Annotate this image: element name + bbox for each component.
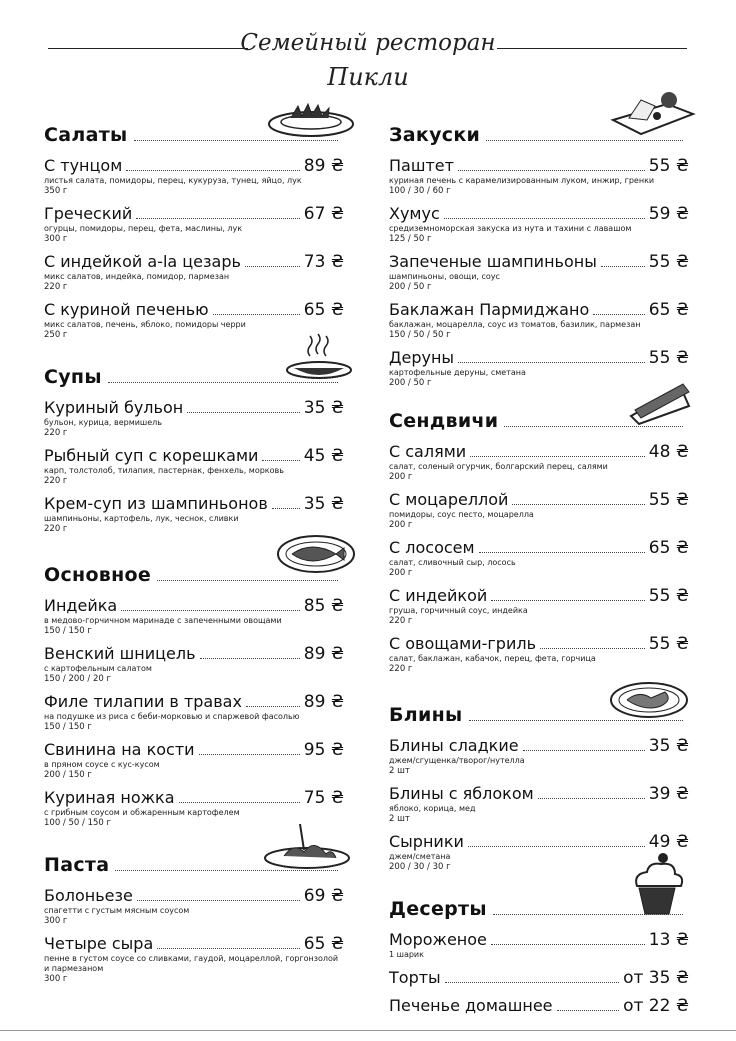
dish-description: с картофельным салатом bbox=[44, 664, 152, 673]
dish-price: от 35 ₴ bbox=[623, 968, 689, 988]
dish-name: Куриная ножка bbox=[44, 788, 175, 807]
dish-weight: 100 / 30 / 60 г bbox=[389, 186, 451, 196]
dot-leader bbox=[491, 600, 645, 601]
dish-weight: 200 / 30 / 30 г bbox=[389, 862, 451, 872]
dish-weight: 220 г bbox=[44, 524, 68, 534]
menu-item-line bbox=[44, 596, 344, 616]
dish-name: Печенье домашнее bbox=[389, 996, 553, 1015]
dish-price: 49 ₴ bbox=[648, 832, 689, 852]
menu-item-line bbox=[389, 538, 689, 558]
menu-item-line bbox=[389, 736, 689, 756]
dish-weight: 150 / 50 / 50 г bbox=[389, 330, 451, 340]
dish-description: спагетти с густым мясным соусом bbox=[44, 906, 190, 915]
dish-price: 73 ₴ bbox=[303, 252, 344, 272]
menu-item-line bbox=[389, 832, 689, 852]
fish-plate-icon bbox=[276, 530, 356, 578]
dish-price: 59 ₴ bbox=[648, 204, 689, 224]
dish-weight: 300 г bbox=[44, 916, 68, 926]
menu-item bbox=[44, 204, 344, 244]
dot-leader bbox=[187, 412, 300, 413]
dish-price: 35 ₴ bbox=[303, 398, 344, 418]
section-title: Основное bbox=[44, 564, 152, 586]
menu-item-line bbox=[44, 446, 344, 466]
dish-name: С салями bbox=[389, 442, 467, 461]
menu-item bbox=[44, 740, 344, 780]
dish-weight: 350 г bbox=[44, 186, 68, 196]
dot-leader bbox=[601, 266, 645, 267]
menu-section bbox=[44, 112, 344, 340]
menu-item-line bbox=[389, 634, 689, 654]
dish-description: джем/сметана bbox=[389, 852, 451, 861]
dish-name: Деруны bbox=[389, 348, 455, 367]
dish-description: с грибным соусом и обжаренным картофелем bbox=[44, 808, 240, 817]
dish-description: карп, толстолоб, тилапия, пастернак, фенхель, морковь bbox=[44, 466, 284, 475]
menu-section bbox=[389, 886, 689, 1016]
dish-name: Греческий bbox=[44, 204, 133, 223]
dish-price: 67 ₴ bbox=[303, 204, 344, 224]
menu-item-line bbox=[389, 784, 689, 804]
menu-item-line bbox=[389, 300, 689, 320]
dish-name: Мороженое bbox=[389, 930, 487, 949]
dish-weight: 220 г bbox=[44, 428, 68, 438]
dish-price: 65 ₴ bbox=[303, 300, 344, 320]
menu-item-line bbox=[389, 348, 689, 368]
dish-price: 45 ₴ bbox=[303, 446, 344, 466]
dish-price: 39 ₴ bbox=[648, 784, 689, 804]
menu-item bbox=[44, 886, 344, 926]
menu-column-right bbox=[389, 112, 689, 1016]
menu-item bbox=[389, 586, 689, 626]
cupcake-icon bbox=[629, 850, 685, 922]
section-header bbox=[44, 552, 344, 586]
menu-item bbox=[44, 398, 344, 438]
dot-leader bbox=[136, 218, 299, 219]
section-header bbox=[389, 692, 689, 726]
section-title: Паста bbox=[44, 854, 110, 876]
menu-section bbox=[44, 552, 344, 828]
dot-leader bbox=[121, 610, 300, 611]
dish-name: Хумус bbox=[389, 204, 440, 223]
dish-description: шампиньоны, овощи, соус bbox=[389, 272, 500, 281]
dish-description: салат, сливочный сыр, лосось bbox=[389, 558, 516, 567]
restaurant-type: Семейный ресторан bbox=[240, 30, 496, 56]
dish-price: 13 ₴ bbox=[648, 930, 689, 950]
menu-item-line bbox=[389, 930, 689, 950]
dish-weight: 150 / 150 г bbox=[44, 626, 92, 636]
menu-item-line bbox=[389, 156, 689, 176]
soup-bowl-icon bbox=[284, 332, 354, 386]
dish-description: джем/сгущенка/творог/нутелла bbox=[389, 756, 525, 765]
dish-description: груша, горчичный соус, индейка bbox=[389, 606, 528, 615]
dish-weight: 2 шт bbox=[389, 766, 410, 776]
dot-leader bbox=[126, 170, 300, 171]
menu-item bbox=[44, 494, 344, 534]
dish-name: Четыре сыра bbox=[44, 934, 154, 953]
menu-section bbox=[389, 112, 689, 388]
dish-price: 48 ₴ bbox=[648, 442, 689, 462]
dot-leader bbox=[262, 460, 299, 461]
section-title: Закуски bbox=[389, 124, 481, 146]
menu-item bbox=[44, 596, 344, 636]
dish-weight: 220 г bbox=[389, 664, 413, 674]
dish-weight: 150 / 150 г bbox=[44, 722, 92, 732]
dish-description: шампиньоны, картофель, лук, чеснок, сливки bbox=[44, 514, 239, 523]
dish-weight: 220 г bbox=[44, 282, 68, 292]
dish-name: Крем-суп из шампиньонов bbox=[44, 494, 268, 513]
dot-leader bbox=[458, 362, 645, 363]
menu-item bbox=[389, 784, 689, 824]
menu-item-line bbox=[44, 494, 344, 514]
pasta-plate-icon bbox=[262, 822, 352, 874]
dot-leader bbox=[246, 706, 300, 707]
dot-leader bbox=[557, 1010, 620, 1011]
dish-name: С индейкой bbox=[389, 586, 488, 605]
dish-name: С тунцом bbox=[44, 156, 123, 175]
dish-name: Блины сладкие bbox=[389, 736, 519, 755]
dish-weight: 100 / 50 / 150 г bbox=[44, 818, 111, 828]
dish-name: Куриный бульон bbox=[44, 398, 184, 417]
dot-leader bbox=[468, 846, 645, 847]
menu-item-line bbox=[44, 252, 344, 272]
section-header bbox=[44, 112, 344, 146]
menu-item bbox=[389, 996, 689, 1016]
dot-leader bbox=[593, 314, 645, 315]
dish-name: Паштет bbox=[389, 156, 454, 175]
menu-item bbox=[44, 446, 344, 486]
section-title: Блины bbox=[389, 704, 463, 726]
dot-leader bbox=[538, 798, 645, 799]
dish-name: Свинина на кости bbox=[44, 740, 195, 759]
snack-board-icon bbox=[607, 90, 697, 144]
dish-weight: 250 г bbox=[44, 330, 68, 340]
dish-price: 89 ₴ bbox=[303, 156, 344, 176]
menu-item bbox=[389, 442, 689, 482]
menu-item bbox=[389, 204, 689, 244]
dish-weight: 200 г bbox=[389, 520, 413, 530]
dish-price: 89 ₴ bbox=[303, 644, 344, 664]
dot-leader bbox=[470, 456, 645, 457]
dot-leader bbox=[523, 750, 645, 751]
menu-item-line bbox=[44, 692, 344, 712]
section-title: Сендвичи bbox=[389, 410, 499, 432]
dish-weight: 200 г bbox=[389, 568, 413, 578]
dish-description: на подушке из риса с беби-морковью и спаржевой фасолью bbox=[44, 712, 300, 721]
menu-item-line bbox=[44, 934, 344, 954]
menu-item-line bbox=[44, 204, 344, 224]
section-title: Супы bbox=[44, 366, 102, 388]
dish-description: микс салатов, печень, яблоко, помидоры черри bbox=[44, 320, 246, 329]
dish-name: Болоньезе bbox=[44, 886, 133, 905]
menu-item bbox=[389, 538, 689, 578]
dish-price: 65 ₴ bbox=[648, 538, 689, 558]
menu-item-line bbox=[44, 300, 344, 320]
dot-leader bbox=[540, 648, 645, 649]
dish-name: С моцареллой bbox=[389, 490, 509, 509]
dish-description: салат, соленый огурчик, болгарский перец, салями bbox=[389, 462, 608, 471]
dish-description: листья салата, помидоры, перец, кукуруза, тунец, яйцо, лук bbox=[44, 176, 302, 185]
menu-column-left bbox=[44, 112, 344, 984]
dish-name: Сырники bbox=[389, 832, 464, 851]
menu-section bbox=[44, 354, 344, 534]
sandwich-icon bbox=[627, 380, 693, 430]
menu-item-line bbox=[389, 996, 689, 1016]
menu-item-line bbox=[389, 968, 689, 988]
menu-section bbox=[44, 842, 344, 984]
menu-item-line bbox=[44, 398, 344, 418]
dish-name: С овощами-гриль bbox=[389, 634, 536, 653]
dot-leader bbox=[445, 982, 619, 983]
menu-item bbox=[389, 300, 689, 340]
dot-leader bbox=[200, 658, 300, 659]
dish-description: 1 шарик bbox=[389, 950, 424, 959]
menu-item-line bbox=[44, 644, 344, 664]
menu-item bbox=[389, 156, 689, 196]
menu-section bbox=[389, 398, 689, 674]
dish-price: 89 ₴ bbox=[303, 692, 344, 712]
menu-item-line bbox=[44, 740, 344, 760]
dish-name: Венский шницель bbox=[44, 644, 196, 663]
dish-weight: 300 г bbox=[44, 974, 68, 984]
dish-weight: 200 / 150 г bbox=[44, 770, 92, 780]
menu-item bbox=[389, 736, 689, 776]
dish-weight: 2 шт bbox=[389, 814, 410, 824]
menu-item-line bbox=[389, 252, 689, 272]
dish-weight: 220 г bbox=[44, 476, 68, 486]
dot-leader bbox=[479, 552, 645, 553]
menu-item bbox=[389, 252, 689, 292]
dish-description: яблоко, корица, мед bbox=[389, 804, 476, 813]
dish-price: 55 ₴ bbox=[648, 156, 689, 176]
dot-leader bbox=[199, 754, 300, 755]
dish-price: 35 ₴ bbox=[303, 494, 344, 514]
restaurant-name: Пикли bbox=[327, 63, 409, 91]
dish-price: 55 ₴ bbox=[648, 490, 689, 510]
dish-price: от 22 ₴ bbox=[623, 996, 689, 1016]
menu-item bbox=[44, 156, 344, 196]
menu-item-line bbox=[389, 586, 689, 606]
dish-price: 65 ₴ bbox=[303, 934, 344, 954]
dot-leader bbox=[157, 948, 300, 949]
dot-leader bbox=[137, 900, 300, 901]
dish-weight: 300 г bbox=[44, 234, 68, 244]
section-title: Десерты bbox=[389, 898, 487, 920]
dish-name: Блины с яблоком bbox=[389, 784, 534, 803]
dish-price: 55 ₴ bbox=[648, 348, 689, 368]
menu-item bbox=[389, 490, 689, 530]
salad-bowl-icon bbox=[266, 100, 356, 144]
dish-description: салат, баклажан, кабачок, перец, фета, горчица bbox=[389, 654, 596, 663]
dish-price: 55 ₴ bbox=[648, 252, 689, 272]
dish-description: в пряном соусе с кус-кусом bbox=[44, 760, 160, 769]
dish-price: 55 ₴ bbox=[648, 586, 689, 606]
dot-leader bbox=[458, 170, 645, 171]
dish-name: Торты bbox=[389, 968, 441, 987]
menu-item-line bbox=[389, 442, 689, 462]
menu-item bbox=[389, 930, 689, 960]
dish-name: Индейка bbox=[44, 596, 118, 615]
menu-section bbox=[389, 692, 689, 872]
section-header bbox=[389, 112, 689, 146]
dish-description: в медово-горчичном маринаде с запеченными овощами bbox=[44, 616, 282, 625]
dish-description: картофельные деруны, сметана bbox=[389, 368, 526, 377]
section-title: Салаты bbox=[44, 124, 128, 146]
menu-item bbox=[44, 252, 344, 292]
dish-name: С индейкой а-la цезарь bbox=[44, 252, 241, 271]
dish-price: 75 ₴ bbox=[303, 788, 344, 808]
dish-description: пенне в густом соусе со сливками, гаудой, моцареллой, горгонзолой и пармезаном bbox=[44, 954, 339, 973]
menu-item-line bbox=[44, 156, 344, 176]
pancakes-plate-icon bbox=[609, 678, 689, 724]
dish-name: Запеченые шампиньоны bbox=[389, 252, 597, 271]
dish-name: Рыбный суп с корешками bbox=[44, 446, 259, 465]
menu-item bbox=[389, 968, 689, 988]
dot-leader bbox=[213, 314, 300, 315]
dish-description: огурцы, помидоры, перец, фета, маслины, лук bbox=[44, 224, 243, 233]
dish-weight: 200 г bbox=[389, 472, 413, 482]
menu-item bbox=[44, 692, 344, 732]
section-header bbox=[44, 842, 344, 876]
menu-item-line bbox=[44, 788, 344, 808]
dish-description: средиземноморская закуска из нута и тахини с лавашом bbox=[389, 224, 632, 233]
menu-item bbox=[389, 634, 689, 674]
dot-leader bbox=[444, 218, 645, 219]
dish-price: 55 ₴ bbox=[648, 634, 689, 654]
dish-price: 85 ₴ bbox=[303, 596, 344, 616]
menu-item bbox=[44, 934, 344, 984]
dish-description: бульон, курица, вермишель bbox=[44, 418, 163, 427]
dish-weight: 150 / 200 / 20 г bbox=[44, 674, 111, 684]
dish-weight: 200 / 50 г bbox=[389, 378, 432, 388]
dish-name: С куриной печенью bbox=[44, 300, 209, 319]
section-header bbox=[389, 886, 689, 920]
dish-weight: 200 / 50 г bbox=[389, 282, 432, 292]
dot-leader bbox=[245, 266, 300, 267]
dish-description: помидоры, соус песто, моцарелла bbox=[389, 510, 534, 519]
dish-name: С лососем bbox=[389, 538, 475, 557]
dish-price: 95 ₴ bbox=[303, 740, 344, 760]
dot-leader bbox=[512, 504, 644, 505]
section-dot-leader bbox=[157, 579, 338, 581]
section-header bbox=[389, 398, 689, 432]
dot-leader bbox=[491, 944, 645, 945]
dish-description: баклажан, моцарелла, соус из томатов, базилик, пармезан bbox=[389, 320, 641, 329]
dish-weight: 125 / 50 г bbox=[389, 234, 432, 244]
menu-item-line bbox=[389, 490, 689, 510]
dot-leader bbox=[179, 802, 300, 803]
menu-item-line bbox=[44, 886, 344, 906]
dish-name: Баклажан Пармиджано bbox=[389, 300, 590, 319]
page-bottom-edge bbox=[0, 1030, 736, 1031]
dish-price: 65 ₴ bbox=[648, 300, 689, 320]
menu-item bbox=[44, 644, 344, 684]
dish-description: куриная печень с карамелизированным луком, инжир, гренки bbox=[389, 176, 655, 185]
menu-item-line bbox=[389, 204, 689, 224]
dish-price: 69 ₴ bbox=[303, 886, 344, 906]
dish-description: микс салатов, индейка, помидор, пармезан bbox=[44, 272, 230, 281]
dish-price: 35 ₴ bbox=[648, 736, 689, 756]
dish-name: Филе тилапии в травах bbox=[44, 692, 242, 711]
dot-leader bbox=[272, 508, 300, 509]
section-header bbox=[44, 354, 344, 388]
dish-weight: 220 г bbox=[389, 616, 413, 626]
